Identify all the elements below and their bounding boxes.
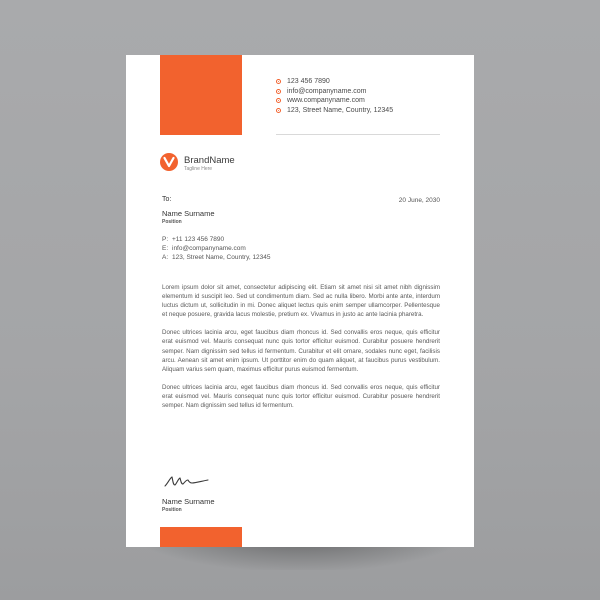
signature-name: Name Surname — [162, 497, 215, 506]
body-paragraph: Donec ultrices lacinia arcu, eget faucibus diam rhoncus id. Sed convallis eros neque, quis efficitur erat euismod vel. Mauris consequat nunc quis tortor efficitur euismod. Curabitur posuere hendrerit semper. Nam dignissim sed tellus id fermentum. — [162, 383, 440, 410]
contact-address-text: 123, Street Name, Country, 12345 — [287, 106, 394, 114]
phone-icon — [276, 79, 281, 84]
recipient-phone — [162, 236, 271, 245]
body-paragraph: Lorem ipsum dolor sit amet, consectetur adipiscing elit. Etiam sit amet nisi sit amet nibh dignissim elementum id suscipit leo. Sed ut condimentum diam. Sed ac nulla libero. Morbi ante ante, interdum luctus dictum ut, sollicitudin in mi. Donec aliquet lectus quis enim semper ullamcorper. Pellentesque et neque posuere, gravida lacus molestie, pretium ex. Vivamus in justo ac ante lacinia pharetra. — [162, 284, 440, 319]
header-divider — [276, 134, 440, 135]
recipient-address-value: 123, Street Name, Country, 12345 — [172, 254, 271, 261]
to-label: To: — [162, 196, 172, 203]
contact-address — [276, 106, 393, 116]
header-contacts — [276, 77, 393, 115]
contact-email — [276, 87, 393, 97]
contact-phone — [276, 77, 393, 87]
body-paragraph: Donec ultrices lacinia arcu, eget faucibus diam rhoncus id. Sed convallis eros neque, quis efficitur erat euismod vel. Mauris consequat nunc quis tortor efficitur euismod. Curabitur posuere hendrerit semper. Nam dignissim sed tellus id fermentum. Curabitur et elit ornare, sodales nunc eget, facilisis arcu. Aenean sit amet enim ipsum. Ut porttitor enim do quam aliquet, at faucibus purus vestibulum. Aliquam varius sem quam, maximus efficitur purus euismod fermentum. — [162, 329, 440, 373]
recipient-position: Position — [162, 219, 182, 225]
recipient-email-value: info@companyname.com — [172, 245, 246, 252]
signature-position: Position — [162, 507, 182, 513]
brand-name: BrandName — [184, 155, 235, 166]
recipient-contact — [162, 236, 271, 263]
email-icon — [276, 89, 281, 94]
recipient-address-key: A: — [162, 254, 169, 261]
recipient-email — [162, 245, 271, 254]
v-logo-icon — [160, 153, 178, 171]
letterhead-page — [126, 55, 474, 547]
accent-block-bottom — [160, 527, 242, 547]
recipient-address — [162, 254, 271, 263]
letter-body — [162, 283, 440, 419]
contact-email-text: info@companyname.com — [287, 87, 367, 95]
globe-icon — [276, 98, 281, 103]
recipient-name: Name Surname — [162, 209, 215, 218]
brand-tagline: Tagline Here — [184, 166, 213, 172]
contact-phone-text: 123 456 7890 — [287, 78, 330, 86]
recipient-email-key: E: — [162, 245, 169, 252]
signature-scribble — [164, 473, 210, 494]
contact-website — [276, 96, 393, 106]
location-icon — [276, 108, 281, 113]
contact-website-text: www.companyname.com — [287, 97, 365, 105]
letter-date: 20 June, 2030 — [398, 197, 440, 204]
recipient-phone-value: +11 123 456 7890 — [172, 236, 225, 243]
recipient-phone-key: P: — [162, 236, 169, 243]
accent-block-top — [160, 55, 242, 135]
